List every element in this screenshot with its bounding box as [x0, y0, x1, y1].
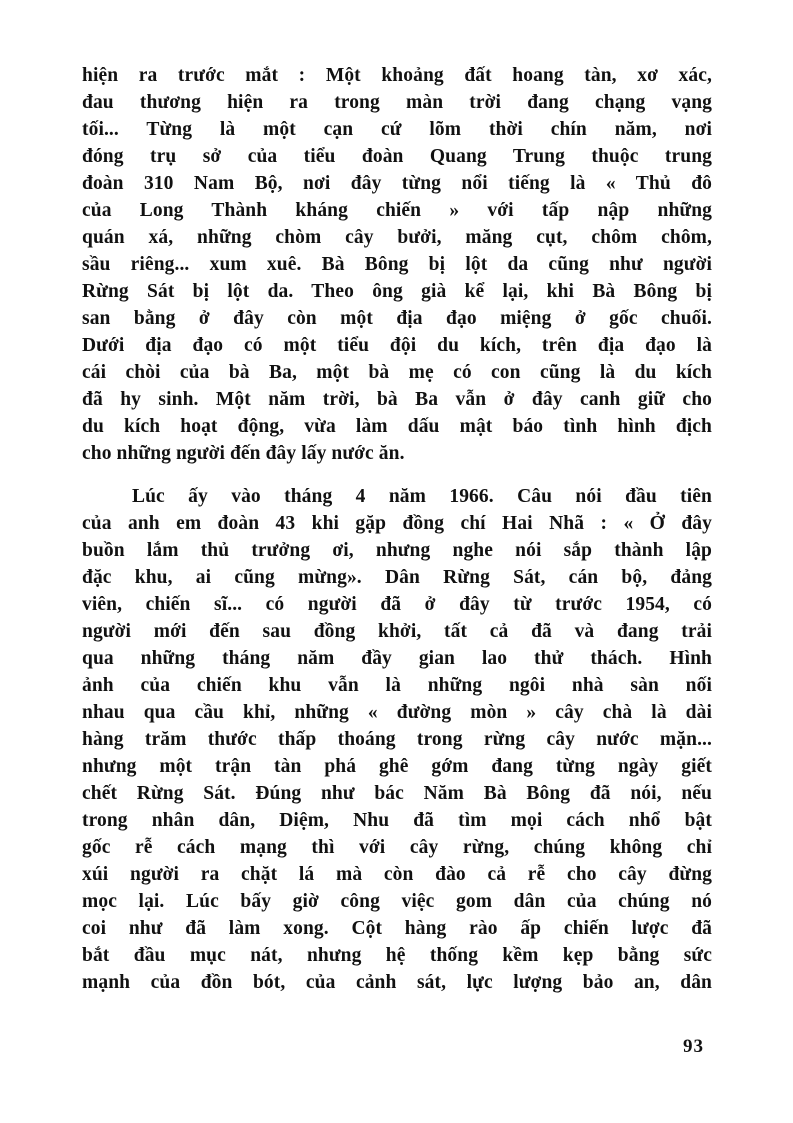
text-line: Dưới địa đạo có một tiểu đội du kích, trên địa đạo là: [82, 335, 712, 356]
text-line: Lúc ấy vào tháng 4 năm 1966. Câu nói đầu tiên: [132, 486, 712, 507]
text-line: tối... Từng là một cạn cứ lõm thời chín năm, nơi: [82, 119, 712, 140]
text-line: gốc rễ cách mạng thì với cây rừng, chúng không chỉ: [82, 837, 712, 858]
text-line: đau thương hiện ra trong màn trời đang chạng vạng: [82, 92, 712, 113]
text-line: coi như đã làm xong. Cột hàng rào ấp chiến lược đã: [82, 918, 712, 939]
text-line: nhưng một trận tàn phá ghê gớm đang từng ngày giết: [82, 756, 712, 777]
page-number: 93: [683, 1036, 704, 1057]
text-line: trong nhân dân, Diệm, Nhu đã tìm mọi cách nhổ bật: [82, 810, 712, 831]
text-line: ảnh của chiến khu vẫn là những ngôi nhà sàn nối: [82, 675, 712, 696]
text-line: viên, chiến sĩ... có người đã ở đây từ trước 1954, có: [82, 594, 712, 615]
paragraph-2: [82, 483, 712, 996]
text-line: đã hy sinh. Một năm trời, bà Ba vẫn ở đây canh giữ cho: [82, 389, 712, 410]
text-line: quán xá, những chòm cây bưởi, măng cụt, chôm chôm,: [82, 227, 712, 248]
text-line: hàng trăm thước thấp thoáng trong rừng cây nước mặn...: [82, 729, 712, 750]
text-line: xúi người ra chặt lá mà còn đào cả rễ cho cây đừng: [82, 864, 712, 885]
text-line: qua những tháng năm đầy gian lao thử thách. Hình: [82, 648, 712, 669]
text-line: hiện ra trước mắt : Một khoảng đất hoang tàn, xơ xác,: [82, 65, 712, 86]
text-line: đặc khu, ai cũng mừng». Dân Rừng Sát, cán bộ, đảng: [82, 567, 712, 588]
paragraph-1: [82, 62, 712, 467]
text-line: mọc lại. Lúc bấy giờ công việc gom dân của chúng nó: [82, 891, 712, 912]
text-line: bắt đầu mục nát, nhưng hệ thống kềm kẹp bằng sức: [82, 945, 712, 966]
text-line: của Long Thành kháng chiến » với tấp nập những: [82, 200, 712, 221]
text-line: nhau qua cầu khỉ, những « đường mòn » cây chà là dài: [82, 702, 712, 723]
text-line: san bằng ở đây còn một địa đạo miệng ở gốc chuối.: [82, 308, 712, 329]
text-line: đoàn 310 Nam Bộ, nơi đây từng nổi tiếng là « Thủ đô: [82, 173, 712, 194]
text-line: chết Rừng Sát. Đúng như bác Năm Bà Bông đã nói, nếu: [82, 783, 712, 804]
text-line: sầu riêng... xum xuê. Bà Bông bị lột da cũng như người: [82, 254, 712, 275]
text-line: người mới đến sau đồng khởi, tất cả đã và đang trải: [82, 621, 712, 642]
text-line: mạnh của đồn bót, của cảnh sát, lực lượng bảo an, dân: [82, 972, 712, 993]
text-line: du kích hoạt động, vừa làm dấu mật báo tình hình địch: [82, 416, 712, 437]
text-line: của anh em đoàn 43 khi gặp đồng chí Hai Nhã : « Ở đây: [82, 513, 712, 534]
text-line: cái chòi của bà Ba, một bà mẹ có con cũng là du kích: [82, 362, 712, 383]
text-line: buồn lắm thủ trưởng ơi, nhưng nghe nói sắp thành lập: [82, 540, 712, 561]
text-line: Rừng Sát bị lột da. Theo ông già kể lại, khi Bà Bông bị: [82, 281, 712, 302]
text-line: cho những người đến đây lấy nước ăn.: [82, 443, 405, 464]
text-line: đóng trụ sở của tiểu đoàn Quang Trung thuộc trung: [82, 146, 712, 167]
